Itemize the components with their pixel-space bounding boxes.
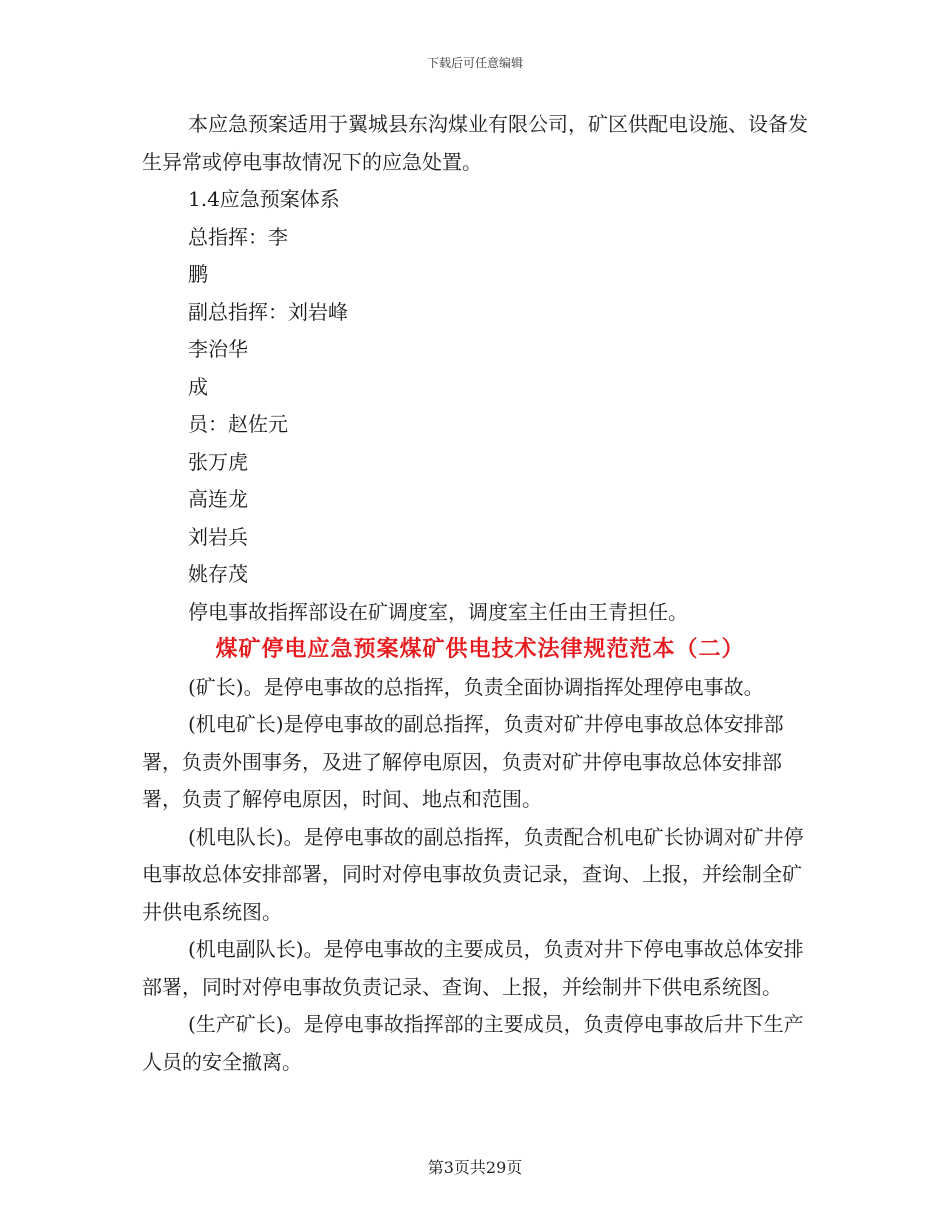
scope-paragraph: 本应急预案适用于翼城县东沟煤业有限公司，矿区供配电设施、设备发生异常或停电事故情况下的应急处置。 [142, 112, 808, 174]
org-line: 副总指挥：刘岩峰 [188, 299, 348, 324]
role-paragraph: (生产矿长)。是停电事故指挥部的主要成员，负责停电事故后井下生产人员的安全撤离。 [142, 1012, 804, 1074]
document-body [142, 106, 818, 1081]
role-paragraph: (机电矿长)是停电事故的副总指挥，负责对矿井停电事故总体安排部署，负责外围事务，及进了解停电原因，负责对矿井停电事故总体安排部署，负责了解停电原因，时间、地点和范围。 [142, 712, 784, 811]
role-paragraph: (机电队长)。是停电事故的副总指挥，负责配合机电矿长协调对矿井停电事故总体安排部署，同时对停电事故负责记录，查询、上报，并绘制全矿井供电系统图。 [142, 824, 804, 924]
org-line: 成 [188, 374, 208, 399]
page-header: 下载后可任意编辑 [426, 56, 523, 70]
role-paragraph: (矿长)。是停电事故的总指挥，负责全面协调指挥处理停电事故。 [188, 674, 764, 699]
org-line: 高连龙 [188, 487, 248, 511]
section-heading: 1.4应急预案体系 [188, 187, 340, 211]
org-line: 员：赵佐元 [188, 412, 288, 436]
document-title: 煤矿停电应急预案煤矿供电技术法律规范范本（二） [215, 636, 745, 662]
org-line: 鹏 [188, 262, 208, 286]
org-line: 李治华 [188, 337, 248, 361]
org-line: 刘岩兵 [188, 524, 248, 549]
org-line: 张万虎 [188, 449, 248, 474]
org-line: 姚存茂 [188, 562, 248, 586]
role-paragraph: (机电副队长)。是停电事故的主要成员，负责对井下停电事故总体安排部署，同时对停电事故负责记录、查询、上报，并绘制井下供电系统图。 [142, 937, 804, 999]
org-line: 总指挥：李 [188, 224, 288, 249]
hq-paragraph: 停电事故指挥部设在矿调度室，调度室主任由王青担任。 [188, 599, 688, 624]
page-number: 第3页共29页 [427, 1158, 523, 1177]
